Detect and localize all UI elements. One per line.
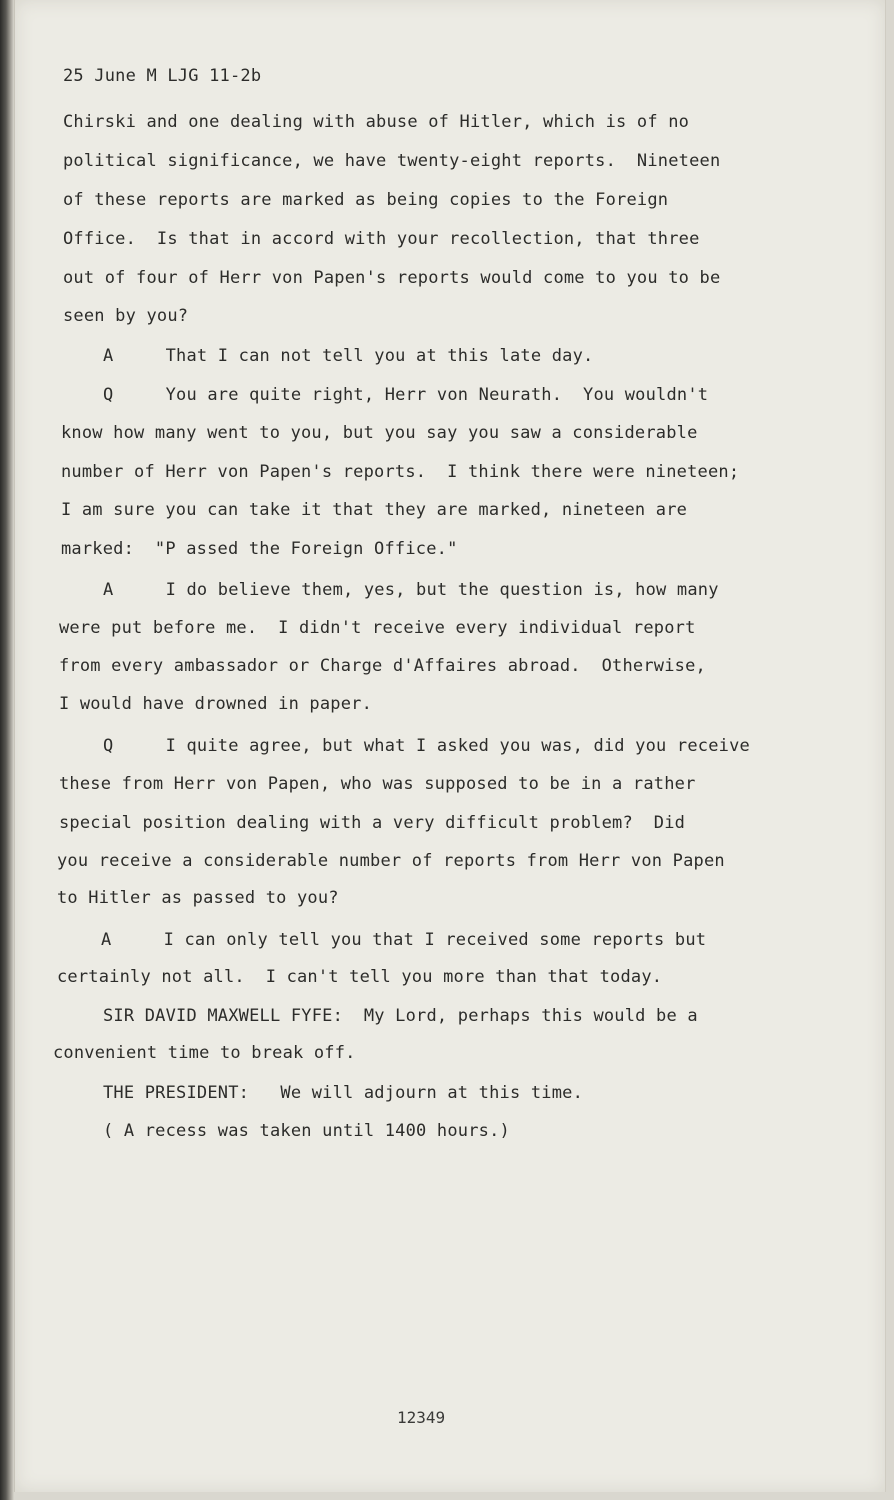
question-line: Q I quite agree, but what I asked you was, did you receive xyxy=(103,736,750,756)
transcript-line: I would have drowned in paper. xyxy=(59,694,373,714)
page-number: 12349 xyxy=(397,1408,446,1427)
answer-line: A That I can not tell you at this late day. xyxy=(103,346,594,366)
transcript-line: I am sure you can take it that they are marked, nineteen are xyxy=(61,500,688,520)
transcript-line: political significance, we have twenty-eight reports. Nineteen xyxy=(63,151,721,171)
transcript-line: know how many went to you, but you say you saw a considerable xyxy=(61,423,698,443)
transcript-line: Chirski and one dealing with abuse of Hitler, which is of no xyxy=(63,112,690,132)
transcript-line: marked: "P assed the Foreign Office." xyxy=(61,539,458,559)
question-line: Q You are quite right, Herr von Neurath. You wouldn't xyxy=(103,385,709,405)
speaker-line: SIR DAVID MAXWELL FYFE: My Lord, perhaps this would be a xyxy=(103,1006,698,1026)
answer-line: A I do believe them, yes, but the question is, how many xyxy=(103,580,719,600)
transcript-line: convenient time to break off. xyxy=(53,1043,356,1063)
transcript-line: number of Herr von Papen's reports. I think there were nineteen; xyxy=(61,462,740,482)
document-page xyxy=(14,0,886,1492)
transcript-line: seen by you? xyxy=(63,306,189,326)
speaker-line: THE PRESIDENT: We will adjourn at this time. xyxy=(103,1083,584,1103)
transcript-line: Office. Is that in accord with your recollection, that three xyxy=(63,229,700,249)
transcript-line: certainly not all. I can't tell you more than that today. xyxy=(57,967,663,987)
transcript-line: you receive a considerable number of reports from Herr von Papen xyxy=(57,851,725,871)
transcript-line: to Hitler as passed to you? xyxy=(57,888,339,908)
binding-edge xyxy=(0,0,14,1500)
transcript-line: out of four of Herr von Papen's reports would come to you to be xyxy=(63,268,721,288)
transcript-line: of these reports are marked as being copies to the Foreign xyxy=(63,190,669,210)
transcript-line: special position dealing with a very difficult problem? Did xyxy=(59,813,686,833)
transcript-line: these from Herr von Papen, who was supposed to be in a rather xyxy=(59,774,696,794)
document-header: 25 June M LJG 11-2b xyxy=(63,66,262,86)
answer-line: A I can only tell you that I received some reports but xyxy=(101,930,707,950)
recess-note: ( A recess was taken until 1400 hours.) xyxy=(103,1121,510,1141)
transcript-line: from every ambassador or Charge d'Affaires abroad. Otherwise, xyxy=(59,656,706,676)
transcript-line: were put before me. I didn't receive every individual report xyxy=(59,618,696,638)
